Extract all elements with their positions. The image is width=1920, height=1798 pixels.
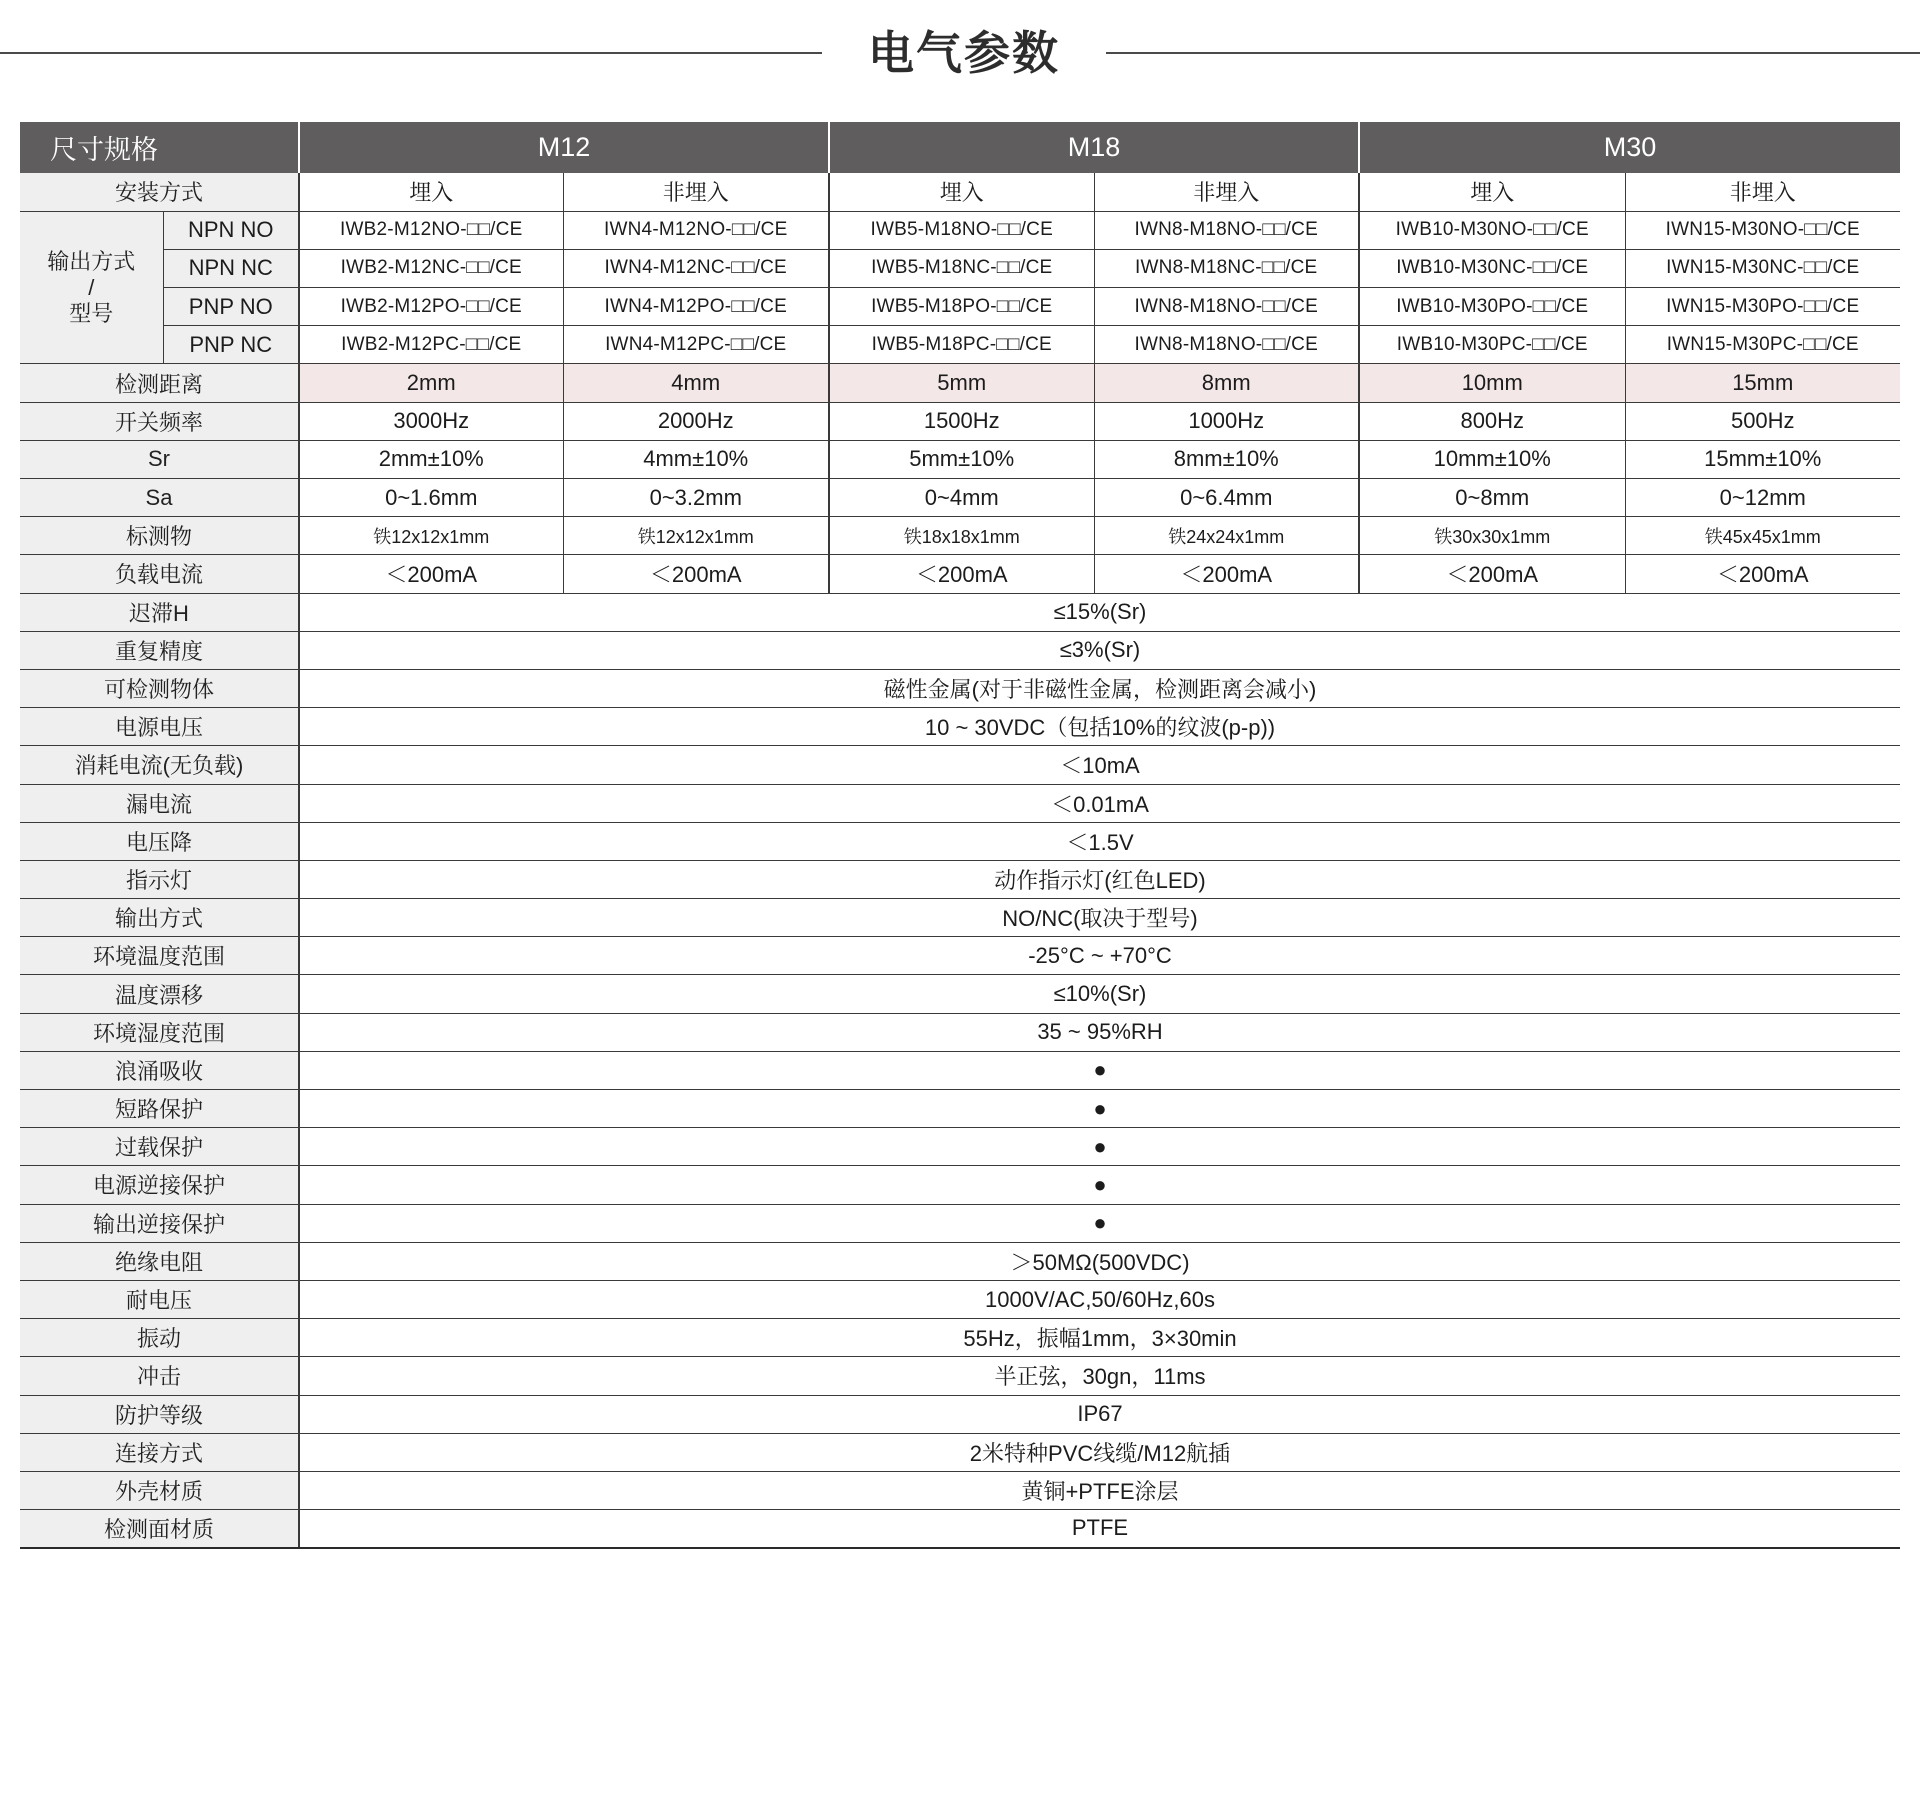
spec-label: Sr (20, 440, 299, 478)
common-spec-value: ＜1.5V (299, 822, 1900, 860)
spec-value: 铁24x24x1mm (1094, 517, 1359, 555)
model-cell: IWB5-M18PO-□□/CE (829, 288, 1094, 326)
common-spec-value: ＜10mA (299, 746, 1900, 784)
mount-cell: 埋入 (299, 173, 563, 211)
output-type-label: NPN NC (163, 249, 299, 287)
spec-row (20, 440, 1900, 478)
spec-label: 重复精度 (20, 631, 299, 669)
spec-value: ＜200mA (563, 555, 829, 593)
common-spec-row (20, 1128, 1900, 1166)
title-divider-right (1106, 52, 1920, 54)
spec-label: 可检测物体 (20, 669, 299, 707)
model-cell: IWN4-M12NC-□□/CE (563, 249, 829, 287)
model-cell: IWN15-M30PO-□□/CE (1625, 288, 1900, 326)
model-cell: IWN8-M18NO-□□/CE (1094, 211, 1359, 249)
spec-label: 外壳材质 (20, 1471, 299, 1509)
spec-label: 指示灯 (20, 860, 299, 898)
common-spec-value: 黄铜+PTFE涂层 (299, 1471, 1900, 1509)
spec-row (20, 402, 1900, 440)
model-cell: IWN8-M18NO-□□/CE (1094, 326, 1359, 364)
common-spec-row (20, 1013, 1900, 1051)
spec-row (20, 364, 1900, 402)
common-spec-value: ● (299, 1204, 1900, 1242)
common-spec-row (20, 1357, 1900, 1395)
spec-value: 0~4mm (829, 479, 1094, 517)
model-cell: IWN4-M12PO-□□/CE (563, 288, 829, 326)
output-model-label (20, 211, 163, 364)
model-row (20, 288, 1900, 326)
spec-value: 铁12x12x1mm (563, 517, 829, 555)
spec-value: 500Hz (1625, 402, 1900, 440)
model-cell: IWB10-M30NC-□□/CE (1359, 249, 1625, 287)
mount-label: 安装方式 (20, 173, 299, 211)
spec-value: 铁12x12x1mm (299, 517, 563, 555)
spec-value: 5mm±10% (829, 440, 1094, 478)
model-cell: IWB5-M18PC-□□/CE (829, 326, 1094, 364)
spec-value: 15mm (1625, 364, 1900, 402)
spec-row (20, 479, 1900, 517)
spec-label: 负载电流 (20, 555, 299, 593)
common-spec-value: ● (299, 1051, 1900, 1089)
common-spec-row (20, 860, 1900, 898)
common-spec-row (20, 1510, 1900, 1548)
spec-label: 耐电压 (20, 1280, 299, 1318)
spec-value: 8mm (1094, 364, 1359, 402)
spec-label: 检测距离 (20, 364, 299, 402)
common-spec-row (20, 975, 1900, 1013)
spec-label: 输出逆接保护 (20, 1204, 299, 1242)
model-cell: IWN8-M18NO-□□/CE (1094, 288, 1359, 326)
model-cell: IWB2-M12NO-□□/CE (299, 211, 563, 249)
spec-value: ＜200mA (1094, 555, 1359, 593)
spec-value: 铁18x18x1mm (829, 517, 1094, 555)
common-spec-row (20, 1166, 1900, 1204)
mount-cell: 埋入 (829, 173, 1094, 211)
spec-label: 过载保护 (20, 1128, 299, 1166)
size-header-m30: M30 (1359, 122, 1900, 173)
output-type-label: PNP NO (163, 288, 299, 326)
spec-value: 0~3.2mm (563, 479, 829, 517)
model-cell: IWN15-M30NO-□□/CE (1625, 211, 1900, 249)
spec-value: 0~1.6mm (299, 479, 563, 517)
spec-row (20, 517, 1900, 555)
model-cell: IWN8-M18NC-□□/CE (1094, 249, 1359, 287)
common-spec-value: NO/NC(取决于型号) (299, 899, 1900, 937)
mount-cell: 非埋入 (563, 173, 829, 211)
mount-row (20, 173, 1900, 211)
mount-cell: 非埋入 (1094, 173, 1359, 211)
common-spec-value: 磁性金属(对于非磁性金属，检测距离会减小) (299, 669, 1900, 707)
spec-value: 2mm (299, 364, 563, 402)
model-row (20, 249, 1900, 287)
model-cell: IWN4-M12NO-□□/CE (563, 211, 829, 249)
spec-label: 振动 (20, 1319, 299, 1357)
common-spec-value: 2米特种PVC线缆/M12航插 (299, 1433, 1900, 1471)
page-title: 电气参数 (868, 27, 1060, 79)
common-spec-value: -25°C ~ +70°C (299, 937, 1900, 975)
spec-value: 2mm±10% (299, 440, 563, 478)
common-spec-row (20, 708, 1900, 746)
spec-value: 1000Hz (1094, 402, 1359, 440)
spec-label: 短路保护 (20, 1090, 299, 1128)
model-cell: IWB10-M30PO-□□/CE (1359, 288, 1625, 326)
title-divider-left (0, 52, 822, 54)
common-spec-value: 10 ~ 30VDC（包括10%的纹波(p-p)) (299, 708, 1900, 746)
common-spec-row (20, 593, 1900, 631)
common-spec-value: 1000V/AC,50/60Hz,60s (299, 1280, 1900, 1318)
common-spec-value: ● (299, 1166, 1900, 1204)
model-cell: IWB5-M18NC-□□/CE (829, 249, 1094, 287)
common-spec-row (20, 669, 1900, 707)
spec-label: Sa (20, 479, 299, 517)
output-type-label: PNP NC (163, 326, 299, 364)
common-spec-row (20, 1319, 1900, 1357)
common-spec-row (20, 1395, 1900, 1433)
spec-label: 电源电压 (20, 708, 299, 746)
spec-value: 铁30x30x1mm (1359, 517, 1625, 555)
common-spec-row (20, 1090, 1900, 1128)
title-bar (0, 0, 1920, 110)
output-model-label-line: 输出方式 (47, 248, 136, 274)
spec-value: ＜200mA (1625, 555, 1900, 593)
spec-label: 温度漂移 (20, 975, 299, 1013)
spec-label: 漏电流 (20, 784, 299, 822)
common-spec-row (20, 1433, 1900, 1471)
model-cell: IWB10-M30NO-□□/CE (1359, 211, 1625, 249)
spec-label: 绝缘电阻 (20, 1242, 299, 1280)
common-spec-value: ＜0.01mA (299, 784, 1900, 822)
common-spec-value: ＞50MΩ(500VDC) (299, 1242, 1900, 1280)
spec-label: 环境温度范围 (20, 937, 299, 975)
common-spec-value: IP67 (299, 1395, 1900, 1433)
common-spec-row (20, 1204, 1900, 1242)
spec-value: ＜200mA (829, 555, 1094, 593)
model-row (20, 211, 1900, 249)
common-spec-value: ≤3%(Sr) (299, 631, 1900, 669)
model-cell: IWN15-M30NC-□□/CE (1625, 249, 1900, 287)
model-cell: IWB2-M12PC-□□/CE (299, 326, 563, 364)
common-spec-value: PTFE (299, 1510, 1900, 1548)
common-spec-row (20, 784, 1900, 822)
model-cell: IWN15-M30PC-□□/CE (1625, 326, 1900, 364)
spec-label: 冲击 (20, 1357, 299, 1395)
model-cell: IWB2-M12NC-□□/CE (299, 249, 563, 287)
common-spec-row (20, 631, 1900, 669)
spec-label: 输出方式 (20, 899, 299, 937)
spec-label: 环境湿度范围 (20, 1013, 299, 1051)
spec-value: 0~8mm (1359, 479, 1625, 517)
spec-label: 浪涌吸收 (20, 1051, 299, 1089)
spec-value: 800Hz (1359, 402, 1625, 440)
spec-value: ＜200mA (299, 555, 563, 593)
mount-cell: 埋入 (1359, 173, 1625, 211)
common-spec-row (20, 1280, 1900, 1318)
spec-value: 0~12mm (1625, 479, 1900, 517)
spec-value: 2000Hz (563, 402, 829, 440)
output-model-label-line: 型号 (69, 300, 114, 326)
spec-value: 4mm±10% (563, 440, 829, 478)
spec-label: 消耗电流(无负载) (20, 746, 299, 784)
common-spec-row (20, 899, 1900, 937)
spec-value: 3000Hz (299, 402, 563, 440)
common-spec-value: ● (299, 1128, 1900, 1166)
common-spec-value: 35 ~ 95%RH (299, 1013, 1900, 1051)
spec-label: 防护等级 (20, 1395, 299, 1433)
size-header-m18: M18 (829, 122, 1359, 173)
spec-value: 4mm (563, 364, 829, 402)
model-cell: IWB5-M18NO-□□/CE (829, 211, 1094, 249)
output-type-label: NPN NO (163, 211, 299, 249)
output-model-label-line: / (88, 274, 95, 300)
common-spec-value: 半正弦，30gn，11ms (299, 1357, 1900, 1395)
spec-label: 连接方式 (20, 1433, 299, 1471)
spec-value: ＜200mA (1359, 555, 1625, 593)
common-spec-value: ● (299, 1090, 1900, 1128)
spec-value: 0~6.4mm (1094, 479, 1359, 517)
common-spec-value: 动作指示灯(红色LED) (299, 860, 1900, 898)
common-spec-row (20, 937, 1900, 975)
spec-value: 10mm (1359, 364, 1625, 402)
spec-label: 电压降 (20, 822, 299, 860)
model-cell: IWB2-M12PO-□□/CE (299, 288, 563, 326)
spec-value: 铁45x45x1mm (1625, 517, 1900, 555)
spec-label: 标测物 (20, 517, 299, 555)
model-cell: IWB10-M30PC-□□/CE (1359, 326, 1625, 364)
spec-value: 10mm±10% (1359, 440, 1625, 478)
size-header-m12: M12 (299, 122, 829, 173)
spec-label: 电源逆接保护 (20, 1166, 299, 1204)
common-spec-row (20, 1051, 1900, 1089)
spec-row (20, 555, 1900, 593)
spec-value: 15mm±10% (1625, 440, 1900, 478)
common-spec-value: ≤10%(Sr) (299, 975, 1900, 1013)
size-label: 尺寸规格 (20, 122, 299, 173)
model-row (20, 326, 1900, 364)
spec-table (20, 122, 1900, 1549)
spec-label: 迟滞H (20, 593, 299, 631)
spec-label: 检测面材质 (20, 1510, 299, 1548)
spec-label: 开关频率 (20, 402, 299, 440)
common-spec-row (20, 746, 1900, 784)
spec-value: 1500Hz (829, 402, 1094, 440)
common-spec-row (20, 1471, 1900, 1509)
common-spec-value: 55Hz，振幅1mm，3×30min (299, 1319, 1900, 1357)
spec-value: 8mm±10% (1094, 440, 1359, 478)
spec-value: 5mm (829, 364, 1094, 402)
model-cell: IWN4-M12PC-□□/CE (563, 326, 829, 364)
size-header-row (20, 122, 1900, 173)
common-spec-value: ≤15%(Sr) (299, 593, 1900, 631)
common-spec-row (20, 822, 1900, 860)
mount-cell: 非埋入 (1625, 173, 1900, 211)
common-spec-row (20, 1242, 1900, 1280)
